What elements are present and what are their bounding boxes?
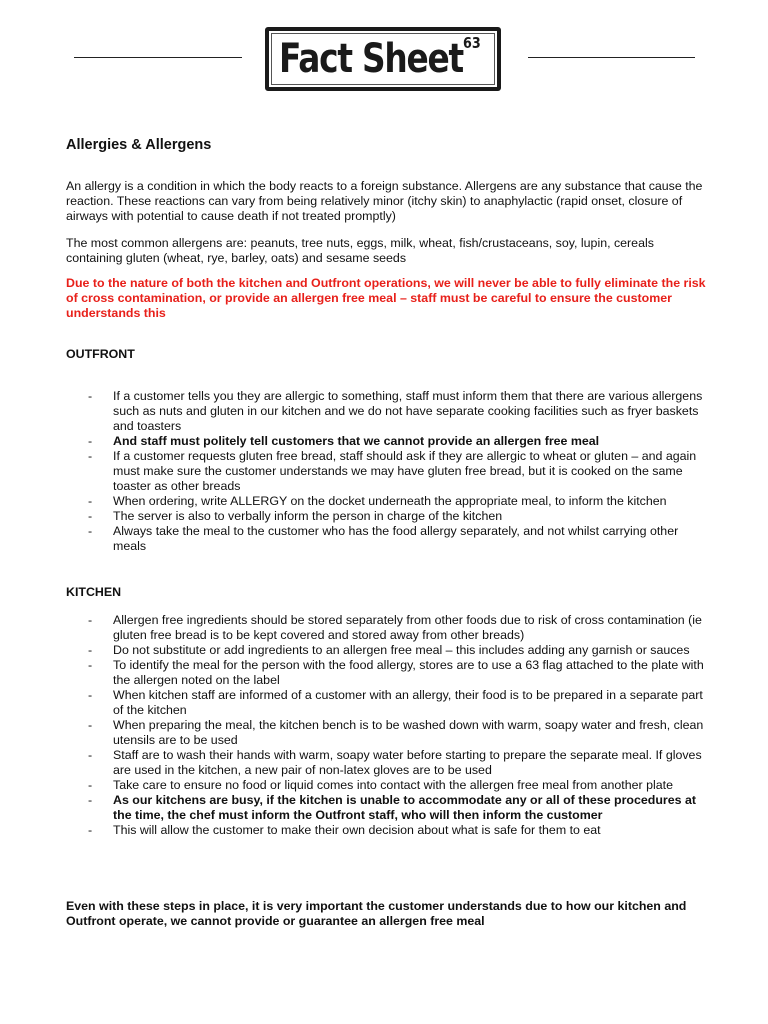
outfront-list <box>66 389 706 554</box>
kitchen-list-item-text: Take care to ensure no food or liquid comes into contact with the allergen free meal from another plate <box>113 778 673 792</box>
dash-bullet: - <box>88 778 93 792</box>
kitchen-list-item-text: Allergen free ingredients should be stored separately from other foods due to risk of cross contamination (ie gluten free bread is to be kept covered and stored away from other breads) <box>113 613 702 642</box>
dash-bullet: - <box>88 449 93 463</box>
kitchen-list-item <box>66 658 706 688</box>
outfront-heading: OUTFRONT <box>66 347 135 361</box>
dash-bullet: - <box>88 524 93 538</box>
kitchen-list <box>66 613 706 838</box>
kitchen-list-item <box>66 748 706 778</box>
outfront-list-item-text: The server is also to verbally inform the person in charge of the kitchen <box>113 509 503 523</box>
kitchen-list-item-text: When kitchen staff are informed of a customer with an allergy, their food is to be prepared in a separate part of the kitchen <box>113 688 703 717</box>
dash-bullet: - <box>88 823 93 837</box>
kitchen-list-item <box>66 718 706 748</box>
kitchen-list-item-text: To identify the meal for the person with the food allergy, stores are to use a 63 flag attached to the plate with the allergen noted on the label <box>113 658 704 687</box>
common-allergens-paragraph: The most common allergens are: peanuts, tree nuts, eggs, milk, wheat, fish/crustaceans, soy, lupin, cereals containing gluten (wheat, rye, barley, oats) and sesame seeds <box>66 236 654 265</box>
kitchen-list-item <box>66 643 706 658</box>
dash-bullet: - <box>88 643 93 657</box>
outfront-list-item <box>66 389 706 434</box>
kitchen-list-item <box>66 793 706 823</box>
outfront-list-item-text: If a customer tells you they are allergic to something, staff must inform them that there are various allergens such as nuts and gluten in our kitchen and we do not have separate cooking facilities such as fryer baskets and toasters <box>113 389 703 433</box>
outfront-list-item <box>66 434 706 449</box>
final-note: Even with these steps in place, it is very important the customer understands due to how our kitchen and Outfront operate, we cannot provide or guarantee an allergen free meal <box>66 899 687 928</box>
dash-bullet: - <box>88 509 93 523</box>
kitchen-list-item <box>66 778 706 793</box>
kitchen-list-item-text: As our kitchens are busy, if the kitchen is unable to accommodate any or all of these procedures at the time, the chef must inform the Outfront staff, who will then inform the customer <box>113 793 696 822</box>
intro-paragraph: An allergy is a condition in which the body reacts to a foreign substance. Allergens are any substance that cause the reaction. These reactions can vary from being relatively minor (itchy skin) to anaphylactic (rapid onset, closure of airways with potential to cause death if not treated promptly) <box>66 179 703 223</box>
logo-text: Fact Sheet <box>279 36 464 82</box>
dash-bullet: - <box>88 613 93 627</box>
kitchen-list-item-text: This will allow the customer to make their own decision about what is safe for them to eat <box>113 823 601 837</box>
kitchen-list-item <box>66 823 706 838</box>
logo-number: 63 <box>463 34 481 52</box>
header-rule-left <box>74 57 242 58</box>
dash-bullet: - <box>88 389 93 403</box>
outfront-list-item-text: If a customer requests gluten free bread, staff should ask if they are allergic to wheat or gluten – and again must make sure the customer understands we may have gluten free bread, but it is cooked on the same toaster as other breads <box>113 449 697 493</box>
outfront-list-item-text: And staff must politely tell customers that we cannot provide an allergen free meal <box>113 434 600 448</box>
outfront-list-item <box>66 449 706 494</box>
dash-bullet: - <box>88 793 93 807</box>
outfront-list-item <box>66 509 706 524</box>
kitchen-list-item <box>66 688 706 718</box>
dash-bullet: - <box>88 494 93 508</box>
dash-bullet: - <box>88 688 93 702</box>
kitchen-list-item <box>66 613 706 643</box>
page-title: Allergies & Allergens <box>66 137 212 153</box>
dash-bullet: - <box>88 748 93 762</box>
outfront-list-item-text: Always take the meal to the customer who has the food allergy separately, and not whilst carrying other meals <box>113 524 679 553</box>
fact-sheet-logo <box>265 27 501 91</box>
dash-bullet: - <box>88 434 93 448</box>
kitchen-list-item-text: Staff are to wash their hands with warm, soapy water before starting to prepare the separate meal. If gloves are used in the kitchen, a new pair of non-latex gloves are to be used <box>113 748 702 777</box>
kitchen-list-item-text: When preparing the meal, the kitchen bench is to be washed down with warm, soapy water and fresh, clean utensils are to be used <box>113 718 704 747</box>
outfront-list-item <box>66 524 706 554</box>
warning-paragraph: Due to the nature of both the kitchen and Outfront operations, we will never be able to fully eliminate the risk of cross contamination, or provide an allergen free meal – staff must be careful to ensure the customer understands this <box>66 276 706 320</box>
header-rule-right <box>528 57 695 58</box>
dash-bullet: - <box>88 718 93 732</box>
kitchen-list-item-text: Do not substitute or add ingredients to an allergen free meal – this includes adding any garnish or sauces <box>113 643 690 657</box>
outfront-list-item-text: When ordering, write ALLERGY on the docket underneath the appropriate meal, to inform the kitchen <box>113 494 667 508</box>
outfront-list-item <box>66 494 706 509</box>
dash-bullet: - <box>88 658 93 672</box>
kitchen-heading: KITCHEN <box>66 585 122 599</box>
